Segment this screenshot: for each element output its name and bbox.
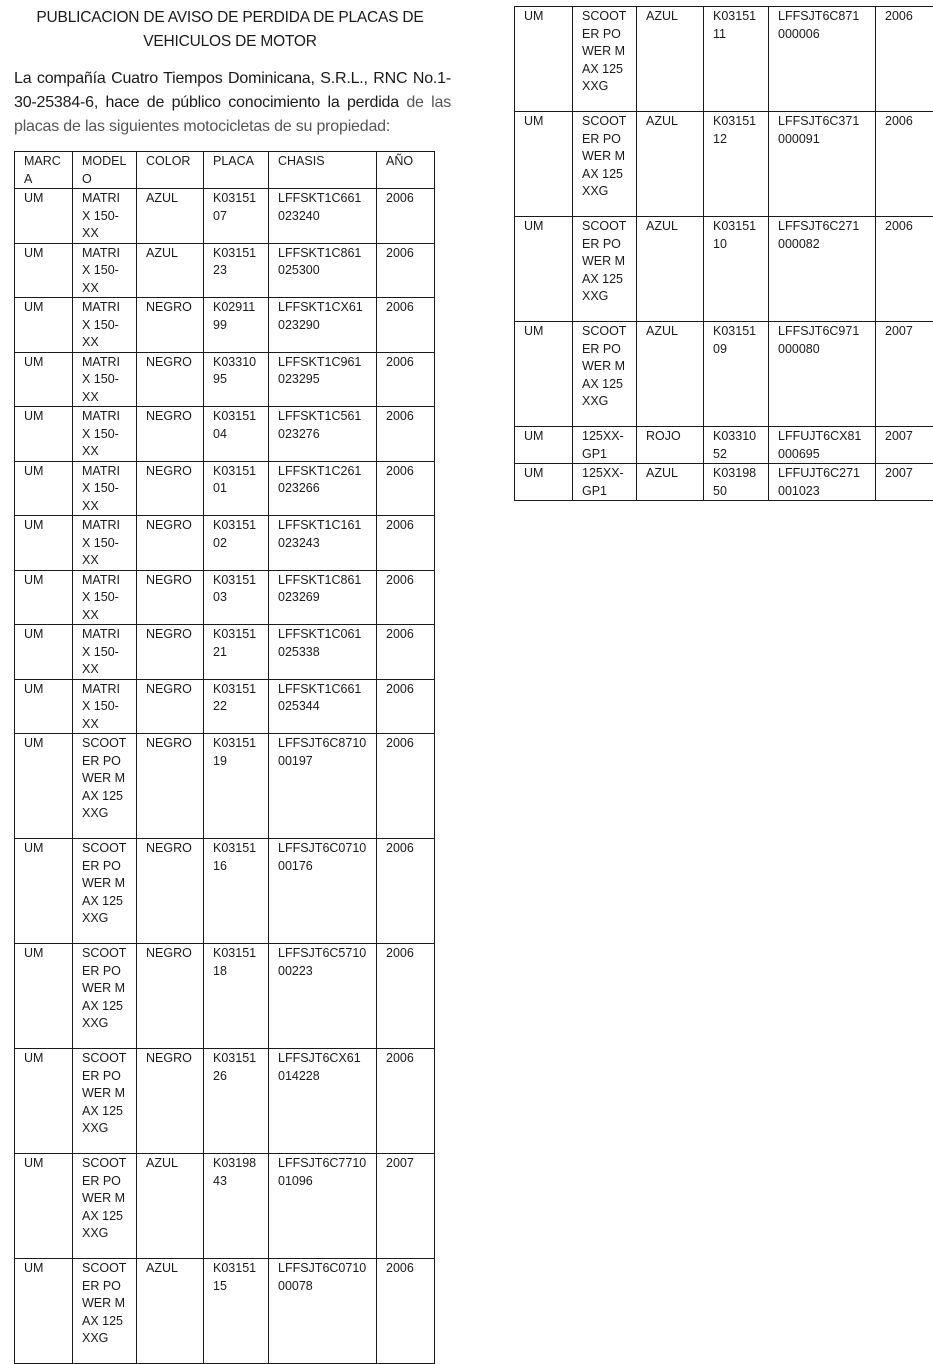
- table-row: [15, 352, 435, 407]
- cell-modelo: MATRIX 150-XX: [73, 407, 137, 462]
- cell-chasis: LFFSKT1C961023295: [269, 352, 377, 407]
- cell-chasis: LFFSJT6CX61014228: [269, 1049, 377, 1154]
- cell-modelo: MATRIX 150-XX: [73, 570, 137, 625]
- cell-placa: K0315102: [204, 516, 269, 571]
- cell-chasis: LFFSJT6C271000082: [769, 217, 876, 322]
- cell-marca: UM: [15, 1259, 73, 1364]
- table-row: [15, 189, 435, 244]
- table-row: [15, 944, 435, 1049]
- cell-color: AZUL: [637, 322, 704, 427]
- cell-placa: K0315104: [204, 407, 269, 462]
- cell-marca: UM: [15, 839, 73, 944]
- cell-placa: K0315126: [204, 1049, 269, 1154]
- cell-placa: K0291199: [204, 298, 269, 353]
- cell-ano: 2006: [377, 944, 435, 1049]
- cell-ano: 2007: [876, 322, 933, 427]
- table-header-row: [15, 152, 435, 189]
- table-row: [515, 464, 933, 501]
- cell-color: NEGRO: [137, 461, 204, 516]
- notice-intro-tail: de las placas de las siguientes motocicletas de su propiedad:: [14, 94, 451, 135]
- cell-ano: 2006: [876, 112, 933, 217]
- cell-placa: K0315119: [204, 734, 269, 839]
- cell-ano: 2006: [377, 189, 435, 244]
- cell-modelo: SCOOTER POWER MAX 125 XXG: [73, 1049, 137, 1154]
- cell-color: AZUL: [137, 243, 204, 298]
- cell-color: AZUL: [637, 112, 704, 217]
- table-row: [15, 839, 435, 944]
- cell-chasis: LFFUJT6C271001023: [769, 464, 876, 501]
- cell-ano: 2006: [377, 1259, 435, 1364]
- notice-title-line-2: VEHICULOS DE MOTOR: [14, 30, 446, 54]
- cell-modelo: SCOOTER POWER MAX 125 XXG: [73, 839, 137, 944]
- cell-color: NEGRO: [137, 679, 204, 734]
- cell-chasis: LFFUJT6CX81000695: [769, 427, 876, 464]
- cell-chasis: LFFSJT6C071000176: [269, 839, 377, 944]
- header-marca: MARCA: [15, 152, 73, 189]
- cell-ano: 2006: [377, 243, 435, 298]
- cell-color: AZUL: [137, 1259, 204, 1364]
- header-color: COLOR: [137, 152, 204, 189]
- table-row: [15, 734, 435, 839]
- cell-marca: UM: [15, 734, 73, 839]
- cell-placa: K0315112: [704, 112, 769, 217]
- cell-chasis: LFFSJT6C871000006: [769, 7, 876, 112]
- header-modelo: MODELO: [73, 152, 137, 189]
- cell-color: NEGRO: [137, 839, 204, 944]
- cell-placa: K0315121: [204, 625, 269, 680]
- cell-color: AZUL: [137, 1154, 204, 1259]
- table-row: [15, 570, 435, 625]
- cell-chasis: LFFSKT1C661023240: [269, 189, 377, 244]
- cell-ano: 2006: [377, 352, 435, 407]
- cell-color: NEGRO: [137, 734, 204, 839]
- cell-color: NEGRO: [137, 352, 204, 407]
- cell-marca: UM: [15, 570, 73, 625]
- cell-modelo: MATRIX 150-XX: [73, 243, 137, 298]
- cell-ano: 2006: [377, 570, 435, 625]
- cell-chasis: LFFSJT6C371000091: [769, 112, 876, 217]
- cell-placa: K0315109: [704, 322, 769, 427]
- cell-color: AZUL: [637, 217, 704, 322]
- cell-marca: UM: [15, 679, 73, 734]
- cell-placa: K0315118: [204, 944, 269, 1049]
- cell-marca: UM: [15, 352, 73, 407]
- cell-chasis: LFFSKT1C561023276: [269, 407, 377, 462]
- cell-chasis: LFFSJT6C971000080: [769, 322, 876, 427]
- plates-table-right: [514, 6, 933, 501]
- cell-ano: 2007: [876, 427, 933, 464]
- table-body-left: [15, 189, 435, 1364]
- table-row: [515, 7, 933, 112]
- cell-modelo: SCOOTER POWER MAX 125 XXG: [573, 217, 637, 322]
- cell-chasis: LFFSKT1CX61023290: [269, 298, 377, 353]
- cell-marca: UM: [15, 243, 73, 298]
- cell-ano: 2006: [377, 461, 435, 516]
- cell-ano: 2006: [377, 625, 435, 680]
- cell-marca: UM: [15, 1049, 73, 1154]
- cell-marca: UM: [15, 298, 73, 353]
- notice-title: [14, 6, 446, 54]
- table-row: [515, 112, 933, 217]
- cell-modelo: MATRIX 150-XX: [73, 189, 137, 244]
- cell-color: NEGRO: [137, 570, 204, 625]
- cell-placa: K0331095: [204, 352, 269, 407]
- cell-placa: K0315103: [204, 570, 269, 625]
- cell-modelo: 125XX-GP1: [573, 427, 637, 464]
- table-row: [15, 243, 435, 298]
- cell-ano: 2007: [377, 1154, 435, 1259]
- cell-modelo: MATRIX 150-XX: [73, 625, 137, 680]
- notice-title-line-1: PUBLICACION DE AVISO DE PERDIDA DE PLACAS DE: [14, 6, 446, 30]
- table-row: [515, 427, 933, 464]
- table-row: [15, 1154, 435, 1259]
- table-row: [515, 217, 933, 322]
- cell-placa: K0315110: [704, 217, 769, 322]
- cell-color: NEGRO: [137, 298, 204, 353]
- cell-placa: K0315122: [204, 679, 269, 734]
- cell-ano: 2006: [377, 839, 435, 944]
- cell-marca: UM: [515, 427, 573, 464]
- cell-placa: K0331052: [704, 427, 769, 464]
- cell-color: NEGRO: [137, 625, 204, 680]
- table-row: [515, 322, 933, 427]
- cell-marca: UM: [515, 112, 573, 217]
- cell-marca: UM: [15, 625, 73, 680]
- cell-placa: K0315111: [704, 7, 769, 112]
- cell-marca: UM: [515, 464, 573, 501]
- cell-chasis: LFFSKT1C261023266: [269, 461, 377, 516]
- table-row: [15, 1049, 435, 1154]
- cell-color: NEGRO: [137, 516, 204, 571]
- cell-placa: K0319850: [704, 464, 769, 501]
- table-row: [15, 516, 435, 571]
- table-row: [15, 461, 435, 516]
- header-ano: AÑO: [377, 152, 435, 189]
- cell-marca: UM: [15, 407, 73, 462]
- cell-ano: 2006: [876, 7, 933, 112]
- cell-color: NEGRO: [137, 407, 204, 462]
- table-row: [15, 298, 435, 353]
- header-placa: PLACA: [204, 152, 269, 189]
- cell-ano: 2006: [876, 217, 933, 322]
- cell-placa: K0315107: [204, 189, 269, 244]
- cell-color: AZUL: [637, 464, 704, 501]
- cell-placa: K0319843: [204, 1154, 269, 1259]
- cell-chasis: LFFSKT1C661025344: [269, 679, 377, 734]
- cell-marca: UM: [515, 217, 573, 322]
- cell-marca: UM: [515, 7, 573, 112]
- cell-color: NEGRO: [137, 944, 204, 1049]
- cell-color: ROJO: [637, 427, 704, 464]
- cell-marca: UM: [15, 516, 73, 571]
- cell-chasis: LFFSKT1C061025338: [269, 625, 377, 680]
- cell-color: AZUL: [137, 189, 204, 244]
- cell-chasis: LFFSKT1C161023243: [269, 516, 377, 571]
- cell-chasis: LFFSKT1C861025300: [269, 243, 377, 298]
- cell-modelo: SCOOTER POWER MAX 125 XXG: [73, 944, 137, 1049]
- cell-ano: 2006: [377, 298, 435, 353]
- cell-modelo: SCOOTER POWER MAX 125 XXG: [573, 7, 637, 112]
- notice-intro-main: La compañía Cuatro Tiempos Dominicana, S.R.L., RNC No.1-30-25384-6, hace de público conocimiento la perdida: [14, 70, 451, 111]
- cell-color: NEGRO: [137, 1049, 204, 1154]
- cell-placa: K0315101: [204, 461, 269, 516]
- cell-modelo: SCOOTER POWER MAX 125 XXG: [73, 1259, 137, 1364]
- cell-modelo: 125XX-GP1: [573, 464, 637, 501]
- cell-ano: 2006: [377, 679, 435, 734]
- table-row: [15, 1259, 435, 1364]
- cell-chasis: LFFSJT6C871000197: [269, 734, 377, 839]
- cell-ano: 2006: [377, 407, 435, 462]
- cell-marca: UM: [515, 322, 573, 427]
- cell-modelo: MATRIX 150-XX: [73, 461, 137, 516]
- cell-placa: K0315123: [204, 243, 269, 298]
- notice-intro: [14, 67, 451, 139]
- cell-modelo: SCOOTER POWER MAX 125 XXG: [73, 734, 137, 839]
- cell-modelo: MATRIX 150-XX: [73, 516, 137, 571]
- plates-table-left: [14, 151, 435, 1364]
- cell-marca: UM: [15, 944, 73, 1049]
- header-chasis: CHASIS: [269, 152, 377, 189]
- cell-marca: UM: [15, 189, 73, 244]
- cell-modelo: SCOOTER POWER MAX 125 XXG: [73, 1154, 137, 1259]
- cell-modelo: MATRIX 150-XX: [73, 679, 137, 734]
- cell-ano: 2006: [377, 1049, 435, 1154]
- cell-ano: 2006: [377, 516, 435, 571]
- cell-chasis: LFFSKT1C861023269: [269, 570, 377, 625]
- table-body-right: [515, 7, 933, 501]
- cell-modelo: MATRIX 150-XX: [73, 352, 137, 407]
- cell-chasis: LFFSJT6C571000223: [269, 944, 377, 1049]
- cell-ano: 2006: [377, 734, 435, 839]
- table-row: [15, 625, 435, 680]
- cell-marca: UM: [15, 461, 73, 516]
- table-row: [15, 679, 435, 734]
- cell-placa: K0315115: [204, 1259, 269, 1364]
- cell-chasis: LFFSJT6C771001096: [269, 1154, 377, 1259]
- cell-placa: K0315116: [204, 839, 269, 944]
- table-row: [15, 407, 435, 462]
- cell-modelo: MATRIX 150-XX: [73, 298, 137, 353]
- cell-modelo: SCOOTER POWER MAX 125 XXG: [573, 322, 637, 427]
- cell-marca: UM: [15, 1154, 73, 1259]
- cell-color: AZUL: [637, 7, 704, 112]
- cell-ano: 2007: [876, 464, 933, 501]
- cell-modelo: SCOOTER POWER MAX 125 XXG: [573, 112, 637, 217]
- cell-chasis: LFFSJT6C071000078: [269, 1259, 377, 1364]
